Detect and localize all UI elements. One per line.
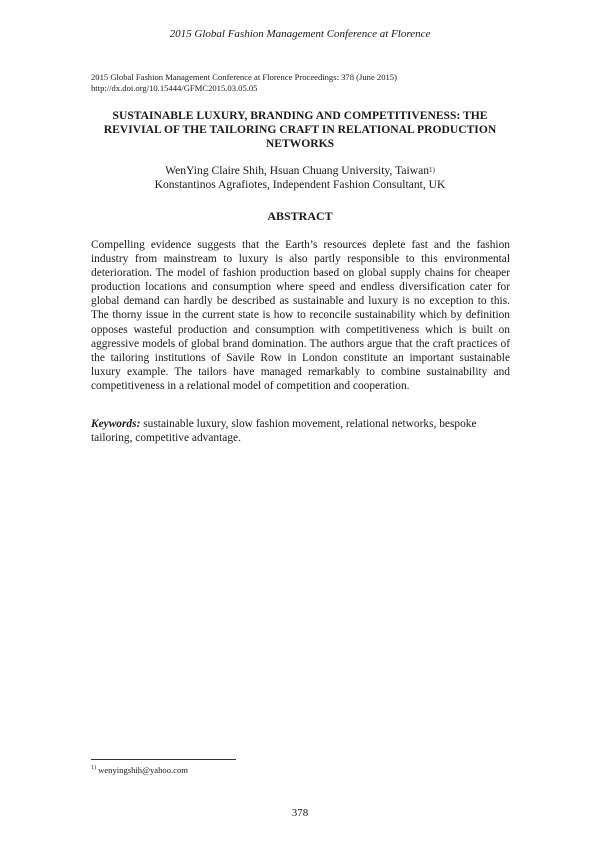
title-line: SUSTAINABLE LUXURY, BRANDING AND COMPETITIVENESS: THE: [112, 109, 488, 122]
keywords: [91, 417, 510, 445]
proceedings-line: 2015 Global Fashion Management Conference at Florence Proceedings: 378 (June 2015): [91, 72, 397, 82]
running-header: 2015 Global Fashion Management Conference at Florence: [169, 28, 431, 40]
author-affiliation: WenYing Claire Shih, Hsuan Chuang University, Taiwan: [165, 164, 430, 177]
author-list: [80, 164, 520, 192]
author-line: [80, 164, 520, 178]
title-line: NETWORKS: [265, 137, 335, 150]
footnote-email[interactable]: wenyingshih@yahoo.com: [98, 765, 188, 775]
author-line: [80, 178, 520, 192]
author-affiliation: Konstantinos Agrafiotes, Independent Fashion Consultant, UK: [154, 178, 446, 191]
title-line: REVIVIAL OF THE TAILORING CRAFT IN RELATIONAL PRODUCTION: [103, 123, 497, 136]
page-number: 378: [291, 807, 309, 819]
abstract-body: Compelling evidence suggests that the Earth’s resources deplete fast and the fashion industry from mainstream to luxury is also partly responsible to this environmental deterioration. The model of fashion production based on global supply chains for cheaper production locations and consumption where speed and endless diversification cater for global demand can hardly be described as sustainable and luxury is no exception to this. The thorny issue in the current state is how to reconcile sustainability which by definition opposes wasteful production and consumption with competitiveness which is built on aggressive models of global brand domination. The authors argue that the craft practices of the tailoring institutions of Savile Row in London constitute an important sustainable luxury example. The tailors have managed remarkably to combine sustainability and competitiveness in a relational model of competition and cooperation.: [91, 239, 510, 392]
footnote-divider: [91, 759, 236, 760]
doi-link[interactable]: http://dx.doi.org/10.15444/GFMC2015.03.05.05: [91, 83, 258, 93]
author-footnote-mark: 1): [429, 166, 435, 174]
paper-title: [80, 109, 520, 151]
keywords-text: sustainable luxury, slow fashion movement, relational networks, bespoke tailoring, competitive advantage.: [91, 418, 477, 445]
keywords-label: Keywords:: [91, 418, 141, 430]
publication-info: [91, 72, 511, 94]
footnote: [91, 765, 188, 775]
abstract-heading: ABSTRACT: [267, 209, 333, 223]
footnote-mark: 1): [91, 765, 96, 771]
